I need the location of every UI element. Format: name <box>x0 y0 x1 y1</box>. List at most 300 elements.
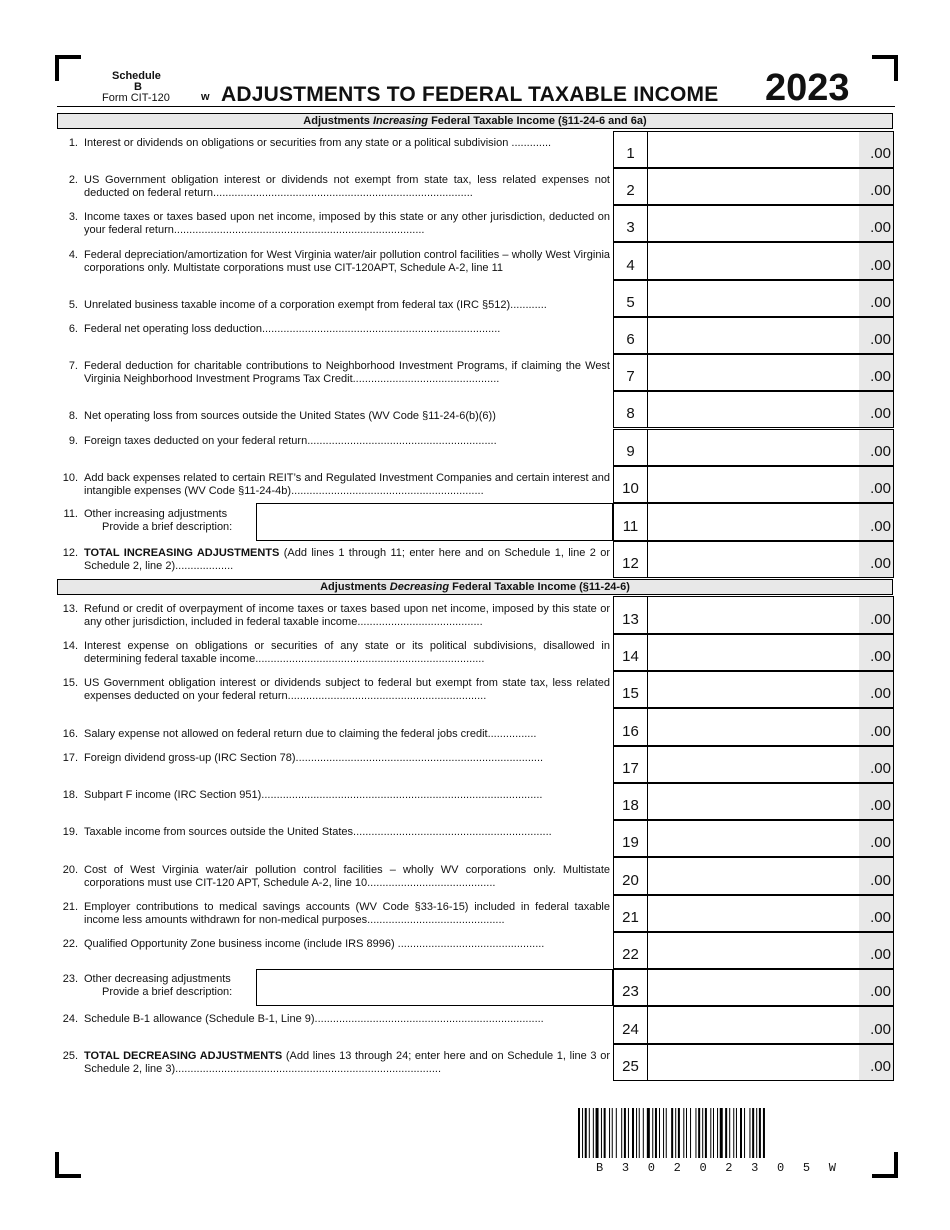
barcode-bar <box>698 1108 700 1158</box>
line-description: Interest expense on obligations or securities of any state or its political subdivisions, disallowed in determining federal taxable income........................................................................... <box>84 640 610 665</box>
line-row <box>57 671 894 708</box>
barcode-bar <box>733 1108 734 1158</box>
barcode-bar <box>639 1108 640 1158</box>
line-label <box>57 174 610 200</box>
line-description: Subpart F income (IRC Section 951)............................................................................................ <box>84 789 543 801</box>
line-row <box>57 969 894 1006</box>
line-number-box: 10 <box>614 467 648 502</box>
amount-input[interactable] <box>648 132 859 167</box>
description-input[interactable] <box>256 503 613 541</box>
corner-mark-top-left <box>55 55 81 81</box>
cents-field: .00 <box>859 243 893 279</box>
line-text <box>84 323 610 349</box>
line-item-number: 2. <box>68 174 78 186</box>
corner-mark-bottom-left <box>55 1152 81 1178</box>
cents-field: .00 <box>859 1045 893 1080</box>
line-description: Foreign dividend gross-up (IRC Section 78)................................................................................. <box>84 752 544 764</box>
amount-input[interactable] <box>648 858 859 894</box>
line-number-box: 2 <box>614 169 648 204</box>
line-label <box>57 640 610 666</box>
barcode-char: 2 <box>725 1161 733 1175</box>
description-input[interactable] <box>256 969 613 1006</box>
line-item-number: 1. <box>68 137 78 149</box>
amount-field[interactable] <box>613 634 894 671</box>
barcode-bar <box>705 1108 707 1158</box>
cents-field: .00 <box>859 206 893 241</box>
barcode-bar <box>663 1108 664 1158</box>
cents-field: .00 <box>859 896 893 931</box>
line-text <box>84 901 610 927</box>
line-label <box>57 299 610 312</box>
line-label <box>57 360 610 386</box>
line-total-title: TOTAL INCREASING ADJUSTMENTS <box>84 547 280 559</box>
barcode-bar <box>690 1108 691 1158</box>
cents-field: .00 <box>859 635 893 670</box>
amount-input[interactable] <box>648 392 859 427</box>
line-text <box>84 864 610 890</box>
line-item-number: 15. <box>62 677 78 689</box>
barcode-bar <box>636 1108 637 1158</box>
line-item-number: 12. <box>62 547 78 559</box>
line-label <box>57 472 610 498</box>
line-description: Salary expense not allowed on federal return due to claiming the federal jobs credit................ <box>84 728 537 740</box>
line-number-box: 21 <box>614 896 648 931</box>
line-row <box>57 708 894 746</box>
amount-field[interactable] <box>613 354 894 391</box>
increasing-section-heading <box>57 113 893 129</box>
barcode-bar <box>593 1108 594 1158</box>
barcode-char: 3 <box>621 1161 630 1175</box>
line-label <box>57 547 610 573</box>
cents-field: .00 <box>859 132 893 167</box>
barcode-char: 0 <box>647 1161 655 1175</box>
line-description: Foreign taxes deducted on your federal return.............................................................. <box>84 435 497 447</box>
barcode-char: 0 <box>777 1161 785 1175</box>
amount-input[interactable] <box>648 1045 859 1080</box>
barcode-bar <box>589 1108 590 1158</box>
amount-field[interactable] <box>613 969 894 1006</box>
line-number-box: 12 <box>614 542 648 577</box>
line-description: Income taxes or taxes based upon net income, imposed by this state or any other jurisdiction, deducted on your federal return.................................................................................. <box>84 211 610 236</box>
corner-mark-bottom-right <box>872 1152 898 1178</box>
line-description: Other decreasing adjustments <box>84 973 231 985</box>
header-divider <box>57 106 895 107</box>
line-number-box: 4 <box>614 243 648 279</box>
increasing-heading-em: Increasing <box>372 115 429 127</box>
amount-field[interactable] <box>613 429 894 466</box>
line-label <box>57 435 610 461</box>
cents-field: .00 <box>859 597 893 633</box>
cents-field: .00 <box>859 542 893 577</box>
barcode-bar <box>717 1108 718 1158</box>
amount-input[interactable] <box>648 635 859 670</box>
line-row <box>57 1006 894 1044</box>
barcode-bar <box>655 1108 657 1158</box>
amount-input[interactable] <box>648 504 859 540</box>
line-text <box>84 299 610 312</box>
barcode-bar <box>578 1108 580 1158</box>
line-description: Refund or credit of overpayment of income taxes or taxes based upon net income, imposed by this state or any other jurisdiction, included in federal taxable income......................................... <box>84 603 610 628</box>
barcode-char: 0 <box>699 1161 707 1175</box>
line-label <box>57 752 610 778</box>
barcode-bar <box>756 1108 757 1158</box>
line-description: Net operating loss from sources outside the United States (WV Code §11-24-6(b)(6)) <box>84 410 496 422</box>
line-description: Schedule B-1 allowance (Schedule B-1, Line 9)........................................................................... <box>84 1013 544 1025</box>
line-number-box: 3 <box>614 206 648 241</box>
line-description: Unrelated business taxable income of a corporation exempt from federal tax (IRC §512)............ <box>84 299 547 311</box>
line-number-box: 13 <box>614 597 648 633</box>
barcode-bar <box>582 1108 583 1158</box>
amount-input[interactable] <box>648 243 859 279</box>
amount-input[interactable] <box>648 318 859 353</box>
line-label <box>57 864 610 890</box>
barcode-bar <box>585 1108 587 1158</box>
line-row <box>57 895 894 932</box>
increasing-heading-pre: Adjustments <box>303 115 373 127</box>
barcode-char: B <box>596 1161 604 1175</box>
line-description-prompt: Provide a brief description: <box>102 986 233 998</box>
barcode-bar <box>710 1108 711 1158</box>
amount-input[interactable] <box>648 970 859 1005</box>
barcode-bar <box>659 1108 660 1158</box>
line-row <box>57 820 894 857</box>
barcode-bar <box>671 1108 673 1158</box>
line-label <box>57 323 610 349</box>
barcode-bar <box>609 1108 610 1158</box>
line-label <box>57 677 610 703</box>
barcode <box>578 1108 846 1158</box>
cents-field: .00 <box>859 709 893 745</box>
barcode-bar <box>695 1108 696 1158</box>
line-text <box>84 211 610 237</box>
barcode-bar <box>601 1108 602 1158</box>
barcode-bar <box>612 1108 613 1158</box>
barcode-bar <box>652 1108 653 1158</box>
line-label <box>57 938 610 964</box>
line-text <box>84 137 610 163</box>
barcode-text <box>596 1161 836 1175</box>
line-number-box: 14 <box>614 635 648 670</box>
amount-input[interactable] <box>648 1007 859 1043</box>
line-number-box: 6 <box>614 318 648 353</box>
barcode-bar <box>621 1108 622 1158</box>
amount-input[interactable] <box>648 169 859 204</box>
cents-field: .00 <box>859 1007 893 1043</box>
amount-field[interactable] <box>613 242 894 280</box>
barcode-bar <box>632 1108 634 1158</box>
line-total-title: TOTAL DECREASING ADJUSTMENTS <box>84 1050 283 1062</box>
barcode-bar <box>749 1108 750 1158</box>
amount-field[interactable] <box>613 895 894 932</box>
line-text <box>84 1050 610 1076</box>
line-row <box>57 354 894 391</box>
line-row <box>57 391 894 428</box>
cents-field: .00 <box>859 355 893 390</box>
cents-field: .00 <box>859 504 893 540</box>
line-text <box>84 728 610 741</box>
line-row <box>57 131 894 168</box>
line-number-box: 19 <box>614 821 648 856</box>
line-item-number: 23. <box>62 973 78 985</box>
line-row <box>57 280 894 317</box>
amount-field[interactable] <box>613 168 894 205</box>
amount-field[interactable] <box>613 596 894 634</box>
barcode-bar <box>740 1108 742 1158</box>
barcode-bar <box>628 1108 629 1158</box>
barcode-bar <box>729 1108 730 1158</box>
line-row <box>57 932 894 969</box>
barcode-bar <box>686 1108 687 1158</box>
line-row <box>57 205 894 242</box>
line-label <box>57 789 610 815</box>
amount-field[interactable] <box>613 1044 894 1081</box>
barcode-bar <box>624 1108 626 1158</box>
amount-input[interactable] <box>648 672 859 707</box>
amount-input[interactable] <box>648 747 859 782</box>
line-description: (Add lines 1 through 11; enter here and on Schedule 1, line 2 or Schedule 2, line 2)................... <box>84 547 610 572</box>
decreasing-heading-em: Decreasing <box>389 581 450 593</box>
cents-field: .00 <box>859 392 893 427</box>
barcode-bar <box>702 1108 703 1158</box>
page-title: ADJUSTMENTS TO FEDERAL TAXABLE INCOME <box>221 83 719 106</box>
line-item-number: 7. <box>68 360 78 372</box>
line-label <box>57 211 610 237</box>
increasing-heading-post: Federal Taxable Income (§11-24-6 and 6a) <box>428 115 647 127</box>
line-description: Federal deduction for charitable contributions to Neighborhood Investment Programs, if claiming the West Virginia Neighborhood Investment Programs Tax Credit................................................ <box>84 360 610 385</box>
barcode-bar <box>744 1108 745 1158</box>
amount-field[interactable] <box>613 205 894 242</box>
line-text <box>84 677 610 703</box>
line-label <box>57 410 610 423</box>
line-text <box>84 360 610 386</box>
line-label <box>57 137 610 163</box>
line-row <box>57 168 894 205</box>
decreasing-section-heading <box>57 579 893 595</box>
decreasing-heading-post: Federal Taxable Income (§11-24-6) <box>449 581 630 593</box>
cents-field: .00 <box>859 467 893 502</box>
line-number-box: 18 <box>614 784 648 819</box>
line-row <box>57 242 894 280</box>
line-description: Interest or dividends on obligations or securities from any state or a political subdivision ............. <box>84 137 552 149</box>
amount-input[interactable] <box>648 933 859 968</box>
line-description: Federal net operating loss deduction.............................................................................. <box>84 323 501 335</box>
w-mark: w <box>201 91 210 103</box>
tax-year: 2023 <box>765 67 850 109</box>
cents-field: .00 <box>859 281 893 316</box>
line-item-number: 14. <box>62 640 78 652</box>
barcode-bar <box>596 1108 599 1158</box>
cents-field: .00 <box>859 933 893 968</box>
amount-field[interactable] <box>613 391 894 428</box>
line-item-number: 5. <box>68 299 78 311</box>
amount-field[interactable] <box>613 541 894 578</box>
cents-field: .00 <box>859 430 893 465</box>
cents-field: .00 <box>859 169 893 204</box>
line-label <box>57 826 610 852</box>
line-text <box>84 789 610 815</box>
decreasing-heading-pre: Adjustments <box>320 581 390 593</box>
line-text <box>84 826 610 852</box>
line-description: Federal depreciation/amortization for West Virginia water/air pollution control facilities – wholly West Virginia corporations only. Multistate corporations must use CIT-120APT, Schedule A-2, line 11 <box>84 249 610 274</box>
line-item-number: 18. <box>62 789 78 801</box>
line-description: (Add lines 13 through 24; enter here and on Schedule 1, line 3 or Schedule 2, line 3)....................................................................................... <box>84 1050 610 1075</box>
line-text <box>84 640 610 666</box>
amount-input[interactable] <box>648 281 859 316</box>
amount-field[interactable] <box>613 671 894 708</box>
line-number-box: 5 <box>614 281 648 316</box>
line-label <box>57 1050 610 1076</box>
line-number-box: 25 <box>614 1045 648 1080</box>
line-item-number: 21. <box>62 901 78 913</box>
line-label <box>57 901 610 927</box>
line-number-box: 22 <box>614 933 648 968</box>
line-row <box>57 783 894 820</box>
barcode-bar <box>683 1108 684 1158</box>
line-row <box>57 541 894 578</box>
line-row <box>57 317 894 354</box>
line-number-box: 11 <box>614 504 648 540</box>
line-item-number: 25. <box>62 1050 78 1062</box>
line-number-box: 8 <box>614 392 648 427</box>
line-text <box>84 547 610 573</box>
amount-input[interactable] <box>648 821 859 856</box>
line-text <box>84 249 610 275</box>
cents-field: .00 <box>859 784 893 819</box>
form-label: Form CIT-120 <box>102 92 170 104</box>
amount-field[interactable] <box>613 932 894 969</box>
line-row <box>57 1044 894 1081</box>
line-row <box>57 466 894 503</box>
schedule-letter: B <box>134 81 142 93</box>
amount-field[interactable] <box>613 708 894 746</box>
amount-input[interactable] <box>648 597 859 633</box>
line-row <box>57 503 894 541</box>
amount-input[interactable] <box>648 709 859 745</box>
amount-field[interactable] <box>613 503 894 541</box>
barcode-bar <box>616 1108 617 1158</box>
line-text <box>84 1013 610 1039</box>
line-label <box>57 249 610 275</box>
barcode-bar <box>752 1108 754 1158</box>
cents-field: .00 <box>859 821 893 856</box>
line-number-box: 24 <box>614 1007 648 1043</box>
line-label <box>57 1013 610 1039</box>
line-description: Add back expenses related to certain REIT’s and Regulated Investment Companies and certain interest and intangible expenses (WV Code §11-24-4b)............................................................... <box>84 472 610 497</box>
barcode-bar <box>604 1108 606 1158</box>
amount-input[interactable] <box>648 355 859 390</box>
cents-field: .00 <box>859 672 893 707</box>
amount-input[interactable] <box>648 542 859 577</box>
line-text <box>84 174 610 200</box>
amount-field[interactable] <box>613 783 894 820</box>
amount-field[interactable] <box>613 131 894 168</box>
line-number-box: 16 <box>614 709 648 745</box>
amount-field[interactable] <box>613 857 894 895</box>
cents-field: .00 <box>859 747 893 782</box>
line-item-number: 16. <box>62 728 78 740</box>
line-description: Cost of West Virginia water/air pollution control facilities – wholly WV corporations only. Multistate corporations must use CIT-120 APT, Schedule A-2, line 10.......................................... <box>84 864 610 889</box>
cents-field: .00 <box>859 318 893 353</box>
line-number-box: 17 <box>614 747 648 782</box>
line-item-number: 10. <box>62 472 78 484</box>
line-item-number: 20. <box>62 864 78 876</box>
line-description: US Government obligation interest or dividends not exempt from state tax, less related expenses not deducted on federal return..................................................................................... <box>84 174 610 199</box>
amount-input[interactable] <box>648 784 859 819</box>
barcode-bar <box>675 1108 676 1158</box>
line-row <box>57 746 894 783</box>
line-text <box>84 410 610 423</box>
corner-mark-top-right <box>872 55 898 81</box>
amount-field[interactable] <box>613 317 894 354</box>
barcode-char: 2 <box>673 1161 681 1175</box>
line-description: Employer contributions to medical savings accounts (WV Code §33-16-15) included in federal taxable income less amounts withdrawn for non-medical purposes............................................. <box>84 901 610 926</box>
amount-input[interactable] <box>648 206 859 241</box>
barcode-bar <box>759 1108 761 1158</box>
barcode-bar <box>647 1108 650 1158</box>
line-item-number: 8. <box>68 410 78 422</box>
line-text <box>84 435 610 461</box>
schedule-label: Schedule <box>112 70 161 82</box>
amount-field[interactable] <box>613 466 894 503</box>
barcode-char: 3 <box>751 1161 759 1175</box>
line-row <box>57 634 894 671</box>
barcode-bar <box>725 1108 727 1158</box>
line-row <box>57 429 894 466</box>
line-label <box>57 728 610 741</box>
line-item-number: 9. <box>68 435 78 447</box>
line-item-number: 17. <box>62 752 78 764</box>
line-item-number: 19. <box>62 826 78 838</box>
line-number-box: 7 <box>614 355 648 390</box>
line-description: Other increasing adjustments <box>84 508 228 520</box>
amount-field[interactable] <box>613 1006 894 1044</box>
line-text <box>84 603 610 629</box>
line-number-box: 9 <box>614 430 648 465</box>
line-row <box>57 596 894 634</box>
amount-field[interactable] <box>613 820 894 857</box>
amount-field[interactable] <box>613 746 894 783</box>
line-text <box>84 752 610 778</box>
cents-field: .00 <box>859 858 893 894</box>
line-description: US Government obligation interest or dividends subject to federal but exempt from state tax, less related expenses deducted on your federal return................................................................. <box>84 677 610 702</box>
line-item-number: 6. <box>68 323 78 335</box>
line-number-box: 15 <box>614 672 648 707</box>
line-item-number: 22. <box>62 938 78 950</box>
amount-input[interactable] <box>648 467 859 502</box>
line-text <box>84 938 610 964</box>
barcode-bar <box>736 1108 737 1158</box>
line-number-box: 23 <box>614 970 648 1005</box>
amount-input[interactable] <box>648 430 859 465</box>
line-description: Qualified Opportunity Zone business income (include IRS 8996) ................................................ <box>84 938 545 950</box>
line-item-number: 24. <box>62 1013 78 1025</box>
line-description-prompt: Provide a brief description: <box>102 521 233 533</box>
line-item-number: 13. <box>62 603 78 615</box>
line-item-number: 11. <box>63 508 78 520</box>
barcode-bar <box>666 1108 667 1158</box>
line-label <box>57 603 610 629</box>
line-text <box>84 472 610 498</box>
barcode-char: 5 <box>802 1161 811 1175</box>
amount-field[interactable] <box>613 280 894 317</box>
barcode-bar <box>643 1108 644 1158</box>
line-row <box>57 857 894 895</box>
barcode-bar <box>720 1108 723 1158</box>
barcode-bar <box>678 1108 680 1158</box>
amount-input[interactable] <box>648 896 859 931</box>
line-description: Taxable income from sources outside the United States................................................................. <box>84 826 552 838</box>
line-number-box: 20 <box>614 858 648 894</box>
